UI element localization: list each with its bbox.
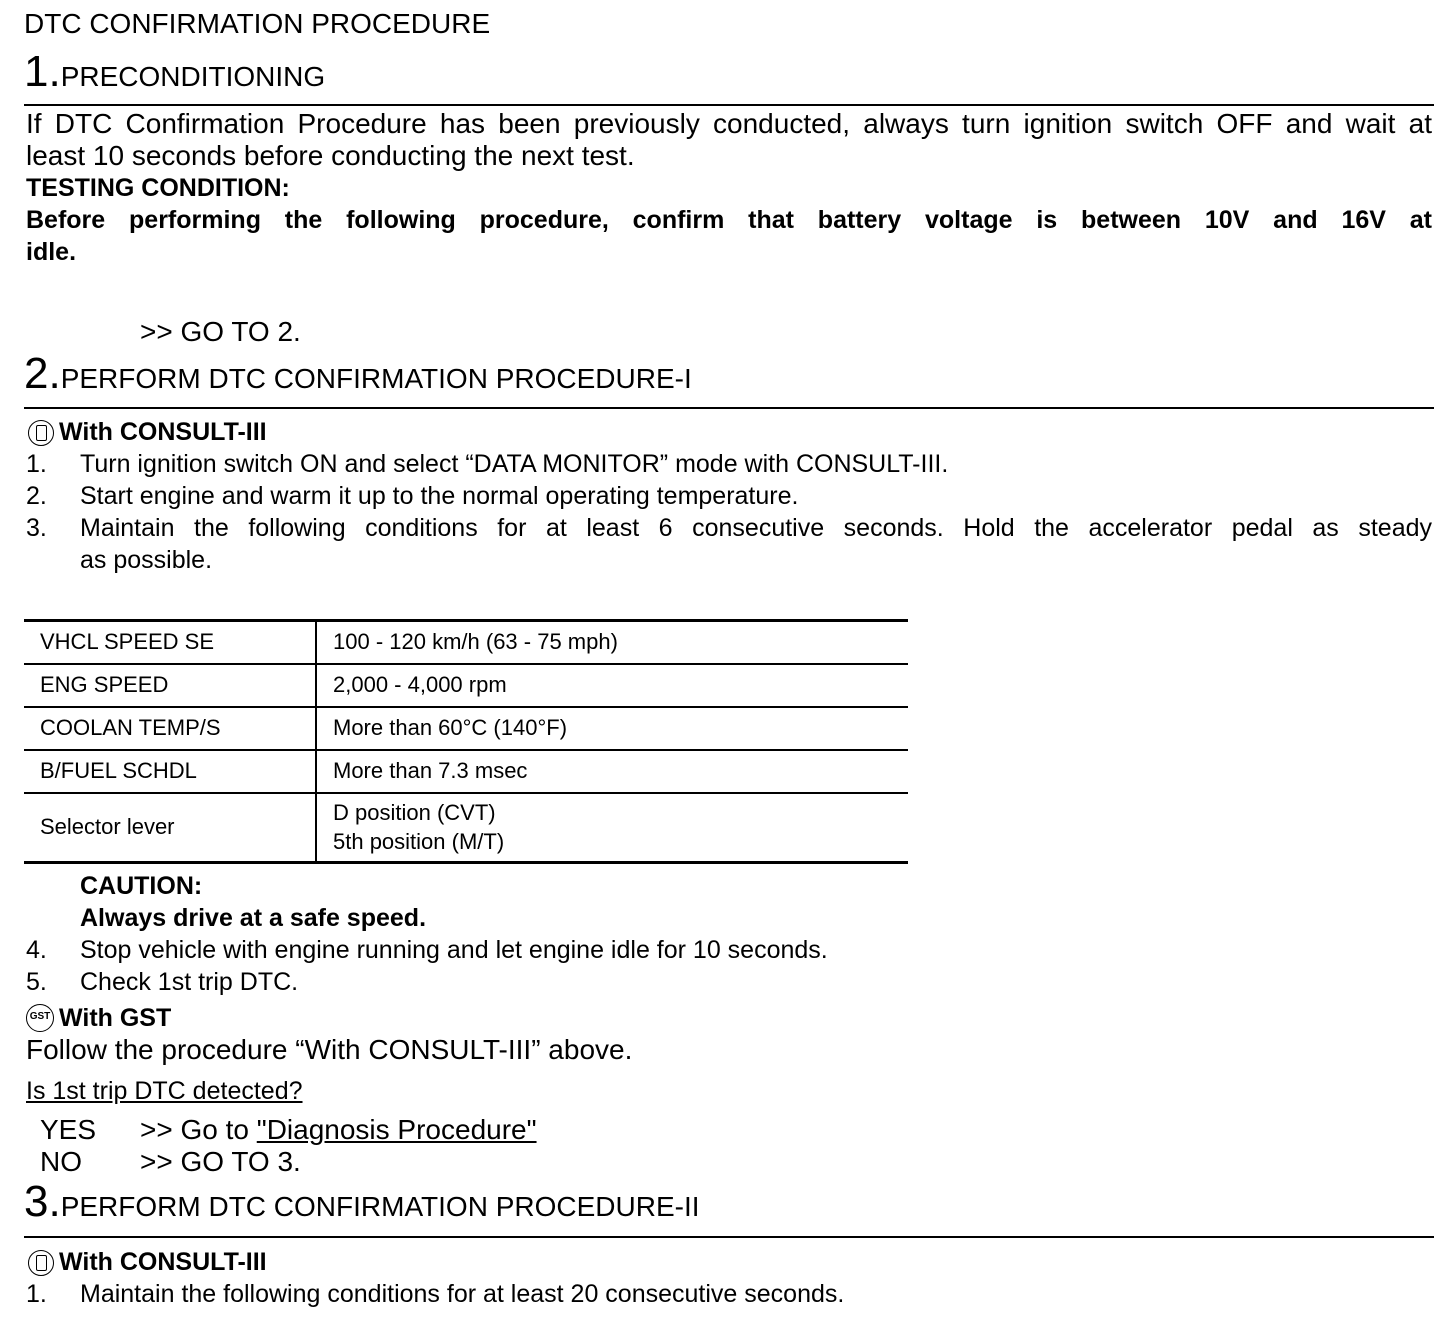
table-cell-item: VHCL SPEED SE: [24, 621, 316, 664]
table-cell-item: B/FUEL SCHDL: [24, 750, 316, 793]
table-cell-item: COOLAN TEMP/S: [24, 707, 316, 750]
testing-condition-line1: Before performing the following procedure, confirm that battery voltage is between 10V and 16V at: [26, 206, 1432, 234]
table-cell-value: [316, 793, 908, 863]
gst-heading: With GST: [59, 1004, 172, 1032]
table-row: [24, 793, 908, 863]
table-cell-value-line: D position (CVT): [333, 800, 496, 826]
table-cell-item: Selector lever: [24, 793, 316, 863]
answer-no-label: NO: [40, 1146, 82, 1177]
testing-condition-line2: idle.: [26, 238, 77, 266]
list-item-number: 4.: [26, 936, 47, 964]
list-item-continued: as possible.: [80, 546, 213, 574]
table-cell-value: More than 60°C (140°F): [316, 707, 908, 750]
step-number: 2.: [24, 349, 61, 398]
divider: [24, 407, 1434, 409]
caution-label: CAUTION:: [80, 872, 203, 900]
list-item-number: 2.: [26, 482, 47, 510]
table-row: [24, 750, 908, 793]
page-title: DTC CONFIRMATION PROCEDURE: [24, 8, 491, 39]
goto-step-2: >> GO TO 2.: [140, 316, 301, 347]
consult-icon: [28, 1250, 54, 1276]
testing-condition-label: TESTING CONDITION:: [26, 174, 290, 202]
table-cell-value: More than 7.3 msec: [316, 750, 908, 793]
step-number: 1.: [24, 47, 61, 96]
precondition-text-line1: If DTC Confirmation Procedure has been previously conducted, always turn ignition switch OFF and wait at: [26, 108, 1432, 139]
consult-heading: With CONSULT-III: [59, 1248, 267, 1276]
answer-yes: [140, 1114, 537, 1146]
step-1-heading: [24, 47, 326, 96]
step-2-heading: [24, 349, 692, 398]
divider: [24, 1236, 1434, 1238]
table-row: [24, 621, 908, 664]
list-item: Check 1st trip DTC.: [80, 968, 299, 996]
table-cell-value: 100 - 120 km/h (63 - 75 mph): [316, 621, 908, 664]
list-item: Maintain the following conditions for at least 20 consecutive seconds.: [80, 1280, 845, 1308]
caution-text: Always drive at a safe speed.: [80, 904, 427, 932]
consult-heading: With CONSULT-III: [59, 418, 267, 446]
answer-yes-prefix: >> Go to: [140, 1114, 257, 1145]
step-title: PERFORM DTC CONFIRMATION PROCEDURE-II: [60, 1191, 700, 1222]
list-item: Start engine and warm it up to the normal operating temperature.: [80, 482, 799, 510]
list-item: Stop vehicle with engine running and let engine idle for 10 seconds.: [80, 936, 828, 964]
conditions-table: [24, 619, 908, 864]
list-item-number: 1.: [26, 1280, 47, 1308]
table-row: [24, 664, 908, 707]
list-item-number: 3.: [26, 514, 47, 542]
step-number: 3.: [24, 1177, 61, 1226]
table-cell-value: 2,000 - 4,000 rpm: [316, 664, 908, 707]
answer-no: >> GO TO 3.: [140, 1146, 301, 1177]
table-cell-value-line: 5th position (M/T): [333, 829, 505, 855]
diagnosis-procedure-link[interactable]: "Diagnosis Procedure": [256, 1114, 537, 1145]
table-row: [24, 707, 908, 750]
question: Is 1st trip DTC detected?: [26, 1077, 303, 1105]
step-title: PERFORM DTC CONFIRMATION PROCEDURE-I: [60, 363, 692, 394]
consult-icon: [28, 420, 54, 446]
answer-yes-label: YES: [40, 1114, 97, 1145]
list-item: Turn ignition switch ON and select “DATA MONITOR” mode with CONSULT-III.: [80, 450, 949, 478]
step-3-heading: [24, 1177, 700, 1226]
divider: [24, 104, 1434, 106]
list-item-number: 1.: [26, 450, 47, 478]
gst-text: Follow the procedure “With CONSULT-III” above.: [26, 1034, 633, 1065]
step-title: PRECONDITIONING: [60, 61, 326, 92]
gst-icon: GST: [26, 1004, 54, 1032]
table-cell-item: ENG SPEED: [24, 664, 316, 707]
precondition-text-line2: least 10 seconds before conducting the next test.: [26, 140, 635, 171]
list-item: Maintain the following conditions for at least 6 consecutive seconds. Hold the accelerator pedal as steady: [80, 514, 1432, 542]
list-item-number: 5.: [26, 968, 47, 996]
